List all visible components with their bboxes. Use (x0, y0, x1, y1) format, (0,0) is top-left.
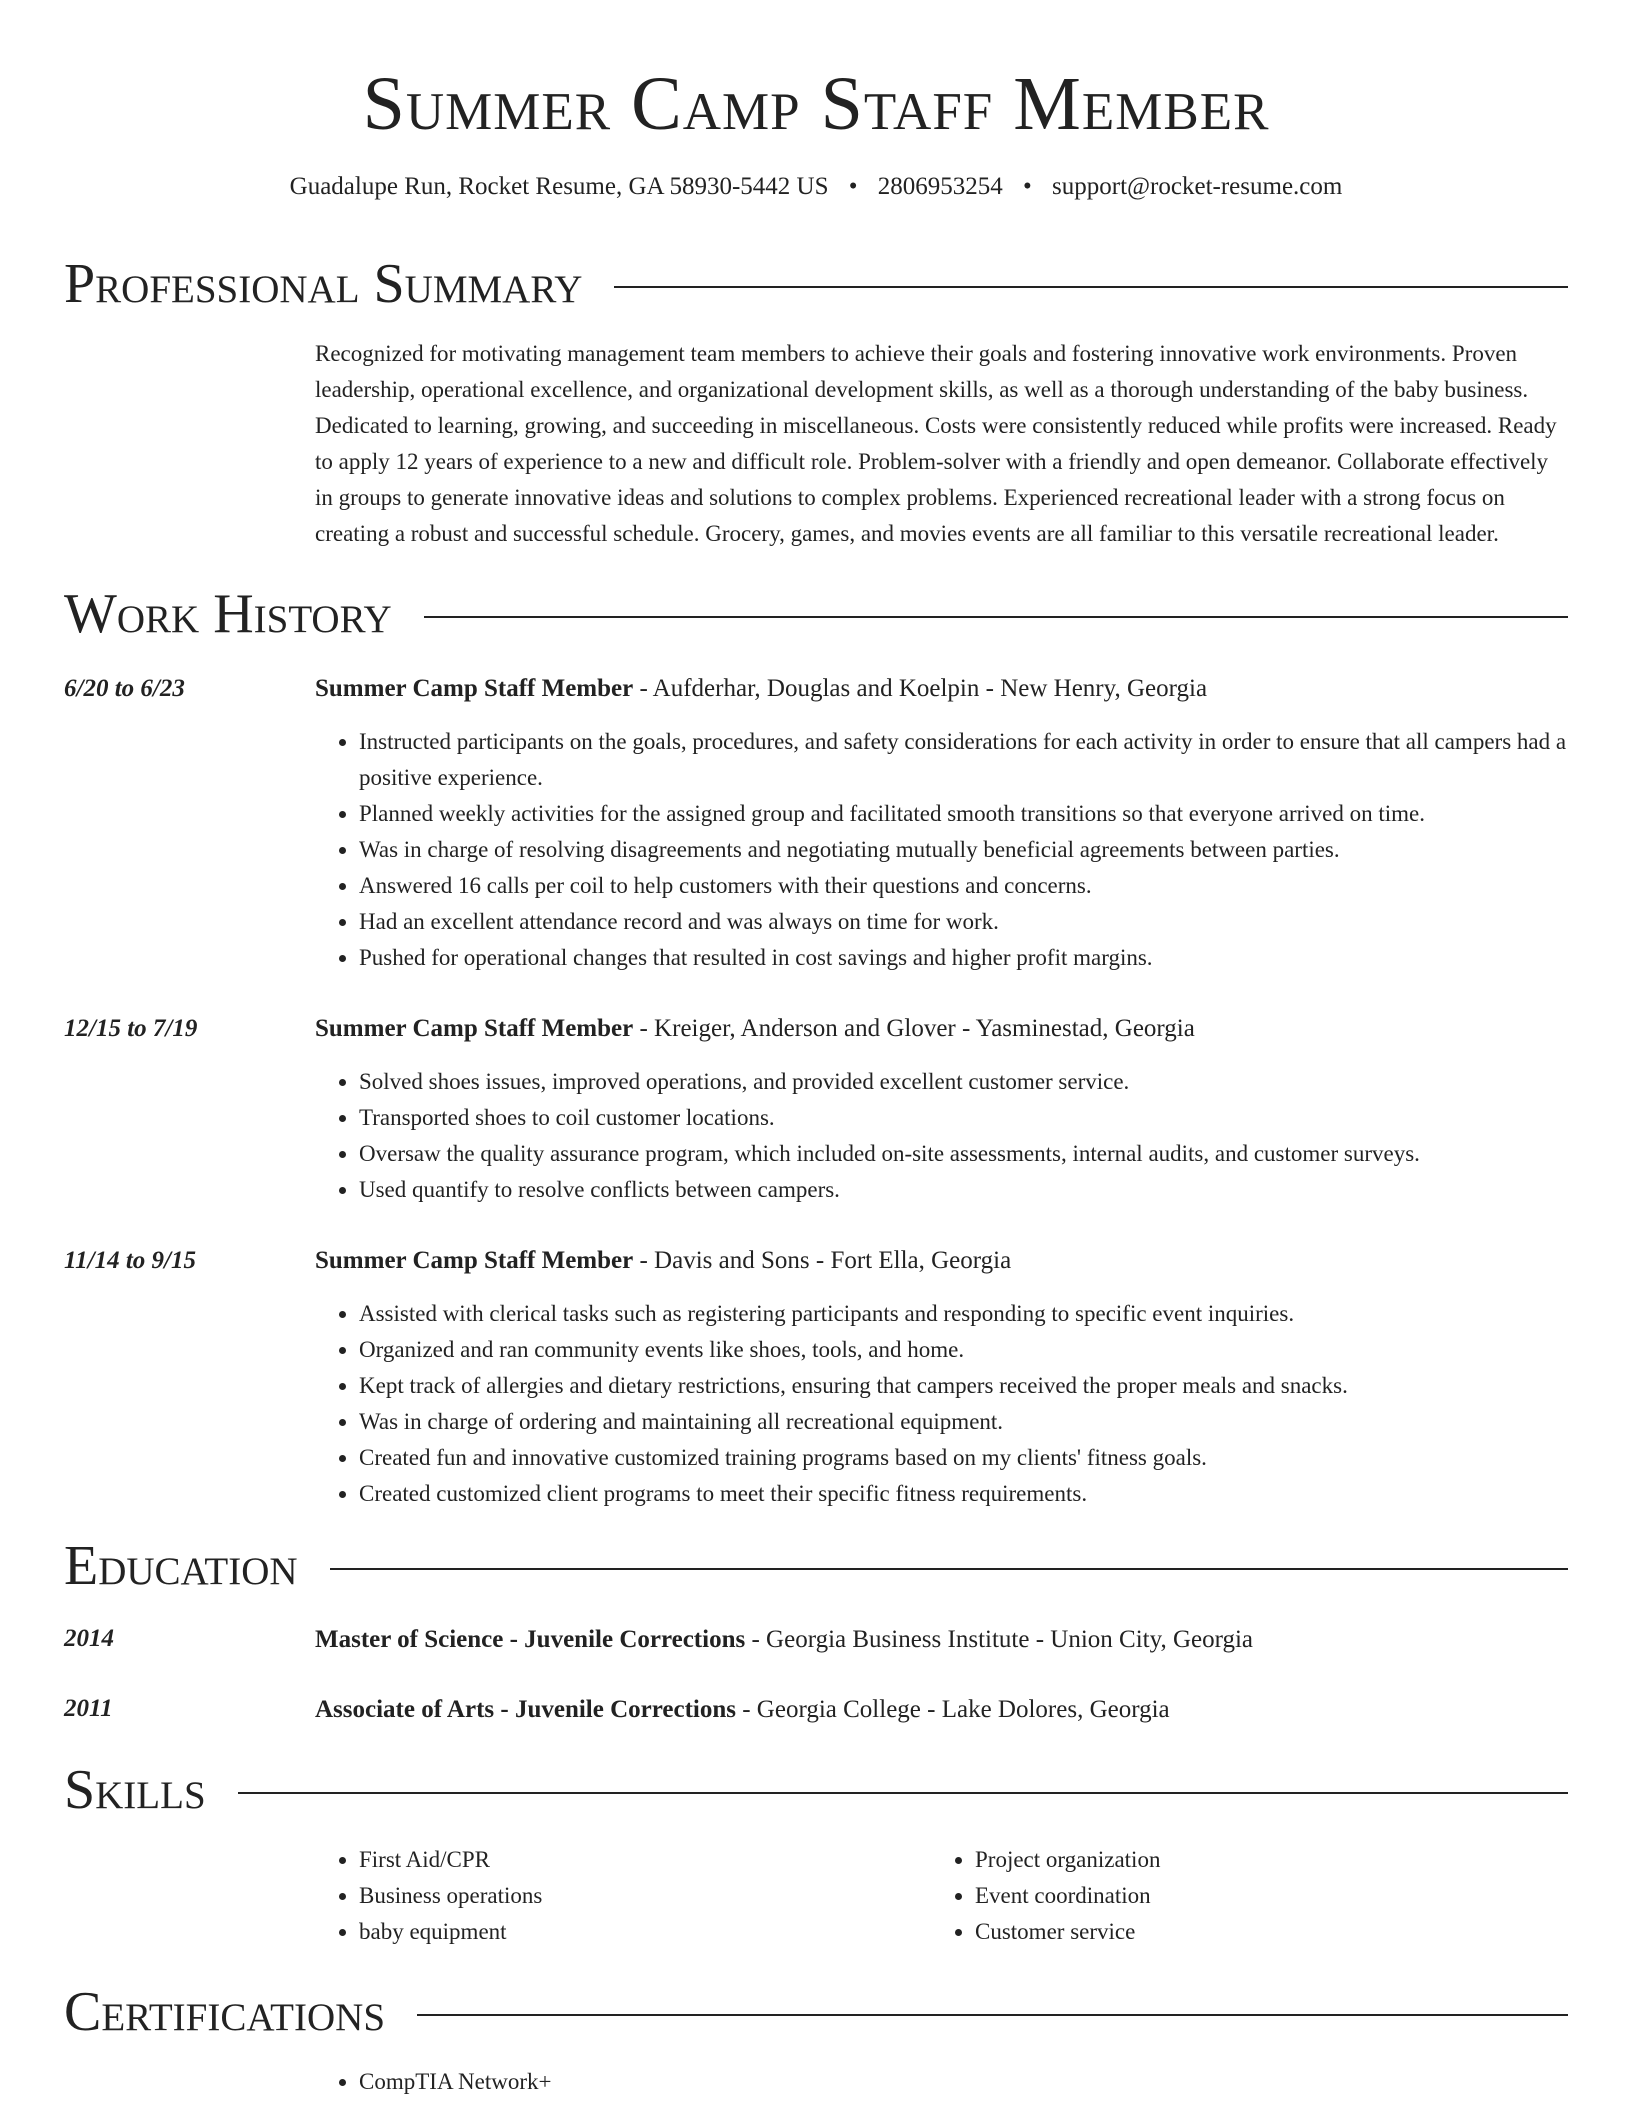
education-year: 2014 (64, 1625, 114, 1652)
skill-item: • baby equipment (359, 1914, 931, 1950)
section-title-work: Work History (64, 583, 392, 645)
skills-column (931, 1842, 1547, 1950)
contact-separator: • (1023, 173, 1032, 200)
section-title-summary: Professional Summary (64, 253, 583, 315)
section-title-skills: Skills (64, 1759, 206, 1821)
work-section-header (64, 582, 1568, 646)
skills-section-header (64, 1758, 1568, 1822)
section-divider (424, 616, 1568, 618)
section-divider (417, 2014, 1568, 2016)
candidate-name: Summer Camp Staff Member (362, 62, 1270, 146)
summary-text: Recognized for motivating management team members to achieve their goals and fostering innovative work environments. Proven leadership, operational excellence, and organizational development skills, as well as a thorough understanding of the baby business. Dedicated to learning, growing, and succeeding in miscellaneous. Costs were consistently reduced while profits were increased. Ready to apply 12 years of experience to a new and difficult role. Problem-solver with a friendly and open demeanor. Collaborate effectively in groups to generate innovative ideas and solutions to complex problems. Experienced recreational leader with a strong focus on creating a robust and successful schedule. Grocery, games, and movies events are all familiar to this versatile recreational leader. (315, 341, 1557, 546)
job-bullet: • Assisted with clerical tasks such as registering participants and responding to specific event inquiries. (359, 1296, 1568, 1332)
job-dates: 6/20 to 6/23 (64, 675, 185, 702)
job-details: - Davis and Sons - Fort Ella, Georgia (633, 1247, 1012, 1274)
resume-page (64, 0, 1568, 2100)
job-heading (315, 1244, 1568, 1278)
education-details: - Georgia College - Lake Dolores, Georgia (735, 1696, 1170, 1723)
job-bullet: • Answered 16 calls per coil to help customers with their questions and concerns. (359, 868, 1568, 904)
education-entry (64, 1692, 1568, 1728)
contact-address: Guadalupe Run, Rocket Resume, GA 58930-5442 US (289, 173, 829, 200)
job-bullet: • Instructed participants on the goals, procedures, and safety considerations for each activity in order to ensure that all campers had a positive experience. (359, 724, 1568, 796)
job-bullet: • Planned weekly activities for the assigned group and facilitated smooth transitions so that everyone arrived on time. (359, 796, 1568, 832)
job-entry (64, 1012, 1568, 1208)
section-title-education: Education (64, 1535, 298, 1597)
job-bullet: • Organized and ran community events like shoes, tools, and home. (359, 1332, 1568, 1368)
job-bullet: • Transported shoes to coil customer locations. (359, 1100, 1568, 1136)
job-dates: 11/14 to 9/15 (64, 1247, 196, 1274)
education-degree: Associate of Arts - Juvenile Corrections (315, 1696, 736, 1723)
certifications-section-header (64, 1980, 1568, 2044)
education-section-header (64, 1534, 1568, 1598)
section-title-certifications: Certifications (64, 1981, 386, 2043)
job-bullet: • Was in charge of resolving disagreements and negotiating mutually beneficial agreements between parties. (359, 832, 1568, 868)
job-bullet: • Used quantify to resolve conflicts between campers. (359, 1172, 1568, 1208)
job-dates: 12/15 to 7/19 (64, 1015, 198, 1042)
job-bullet: • Created fun and innovative customized training programs based on my clients' fitness goals. (359, 1440, 1568, 1476)
job-bullet: • Was in charge of ordering and maintaining all recreational equipment. (359, 1404, 1568, 1440)
skill-item: • Business operations (359, 1878, 931, 1914)
summary-section-header (64, 252, 1568, 316)
job-title: Summer Camp Staff Member (315, 675, 634, 702)
job-bullet: • Had an excellent attendance record and was always on time for work. (359, 904, 1568, 940)
education-entry (64, 1622, 1568, 1658)
job-bullet: • Kept track of allergies and dietary restrictions, ensuring that campers received the proper meals and snacks. (359, 1368, 1568, 1404)
job-heading (315, 1012, 1568, 1046)
contact-email: support@rocket-resume.com (1052, 173, 1343, 200)
job-details: - Aufderhar, Douglas and Koelpin - New Henry, Georgia (633, 675, 1208, 702)
job-bullet: • Solved shoes issues, improved operations, and provided excellent customer service. (359, 1064, 1568, 1100)
section-divider (330, 1568, 1568, 1570)
job-details: - Kreiger, Anderson and Glover - Yasminestad, Georgia (633, 1015, 1195, 1042)
education-year: 2011 (64, 1695, 113, 1722)
job-title: Summer Camp Staff Member (315, 1015, 634, 1042)
skill-item: • First Aid/CPR (359, 1842, 931, 1878)
job-bullet: • Oversaw the quality assurance program, which included on-site assessments, internal audits, and customer surveys. (359, 1136, 1568, 1172)
contact-line (64, 170, 1568, 204)
skill-item: • Customer service (975, 1914, 1547, 1950)
contact-separator: • (848, 173, 858, 200)
education-heading (315, 1692, 1568, 1728)
job-bullets (315, 1064, 1568, 1208)
job-heading (315, 672, 1568, 706)
job-bullets (315, 1296, 1568, 1512)
section-divider (238, 1792, 1568, 1794)
skill-item: • Project organization (975, 1842, 1547, 1878)
certifications-list (315, 2064, 1568, 2100)
job-bullets (315, 724, 1568, 976)
job-entry (64, 672, 1568, 976)
contact-phone: 2806953254 (877, 173, 1003, 200)
job-bullet: • Created customized client programs to meet their specific fitness requirements. (359, 1476, 1568, 1512)
certification-item: • CompTIA Network+ (359, 2064, 1568, 2100)
education-heading (315, 1622, 1568, 1658)
education-details: - Georgia Business Institute - Union City, Georgia (745, 1626, 1254, 1653)
section-divider (614, 286, 1568, 288)
job-title: Summer Camp Staff Member (315, 1247, 634, 1274)
skills-list (315, 1842, 1568, 1950)
job-entry (64, 1244, 1568, 1512)
job-bullet: • Pushed for operational changes that resulted in cost savings and higher profit margins. (359, 940, 1568, 976)
skills-column (315, 1842, 931, 1950)
education-degree: Master of Science - Juvenile Corrections (315, 1626, 746, 1653)
skill-item: • Event coordination (975, 1878, 1547, 1914)
